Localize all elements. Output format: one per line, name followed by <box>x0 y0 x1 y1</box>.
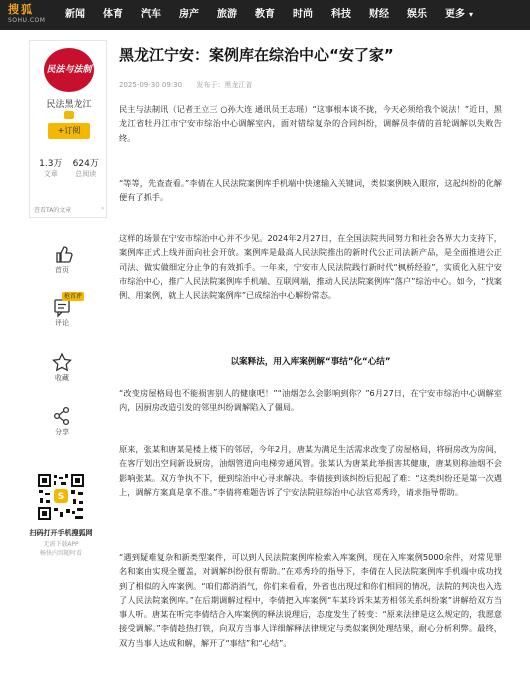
chevron-down-icon: ▾ <box>469 10 474 19</box>
home-label: 首页 <box>55 266 69 274</box>
article-paragraph-5: 原来，张某和唐某是楼上楼下的邻居，今年2月，唐某为满足生活需求改变了房屋格局，将厨房改为房间，在客厅划出空间新设厨房，油烟管道向电梯旁通风管。张某认为唐某此举损害其健康，唐某则称油烟不会影响张某。双方争执不下，便到综治中心寻求解决。李倩接到该纠纷后犯起了难：“这类纠纷还是第一次遇上，调解方案真是拿不准。”李倩将难题告诉了宁安法院驻综治中心法官邓秀玲，请求指导帮助。 <box>119 444 502 497</box>
publish-date: 2025-09-30 09:30 <box>119 81 183 89</box>
chevron-right-icon: › <box>101 205 104 212</box>
qr-caption: 扫码打开手机搜狐网 <box>29 529 93 537</box>
share-label: 分享 <box>55 428 69 436</box>
author-link-text: 查看TA的文章 <box>34 207 72 214</box>
share-action[interactable] <box>40 405 84 437</box>
logo-subtext: SOHU.COM <box>8 17 46 24</box>
nav-item-news[interactable]: 新闻 <box>65 9 85 20</box>
nav-item-realestate[interactable]: 房产 <box>179 9 199 20</box>
qr-sub-line-2: 畅快内容随时看 <box>39 550 82 557</box>
qr-subcaption <box>20 540 102 558</box>
comment-action[interactable] <box>40 293 84 328</box>
qr-code-icon <box>37 473 85 521</box>
avatar-text: 民法与法制 <box>46 65 92 75</box>
article-paragraph-4: “改变房屋格局也不能损害别人的健康吧！”“油烟怎么会影响到你？”6月27日，在宁安市综治中心调解室内，因厨房改造引发的邻里纠纷调解陷入了僵局。 <box>119 388 502 413</box>
article-paragraph-1: 民主与法制讯（记者王立三 ○孙大连 通讯员王志瑶）“这事根本谈不拢，今天必须给我个说法！”近日，黑龙江省牡丹江市宁安市综治中心调解室内，面对错综复杂的合同纠纷，调解员李倩的首轮调解以失败告终。 <box>119 104 502 143</box>
article-title: 黑龙江宁安：案例库在综治中心“安了家” <box>119 46 394 64</box>
nav-item-tech[interactable]: 科技 <box>331 9 351 20</box>
views-label: 总阅读 <box>75 170 97 178</box>
home-action[interactable] <box>40 243 84 275</box>
stat-articles <box>39 156 62 179</box>
articles-label: 文章 <box>43 170 58 178</box>
top-nav-bar <box>0 0 530 30</box>
views-count: 624万 <box>72 159 99 169</box>
nav-item-auto[interactable]: 汽车 <box>141 9 161 20</box>
view-author-articles-link[interactable] <box>34 205 104 214</box>
star-icon <box>40 351 84 373</box>
qr-sub-line-1: 无需下载APP <box>43 541 79 548</box>
share-icon <box>40 405 84 427</box>
nav-item-education[interactable]: 教育 <box>255 9 275 20</box>
svg-text:S: S <box>57 492 65 502</box>
comment-label: 评论 <box>55 319 69 327</box>
author-name[interactable]: 民法黑龙江 <box>46 100 92 110</box>
nav-item-finance[interactable]: 财经 <box>369 9 389 20</box>
author-card <box>29 40 107 218</box>
thumbs-up-icon <box>40 243 84 265</box>
verified-badge-icon <box>64 111 74 119</box>
author-stats <box>34 156 104 179</box>
logo-text: 搜狐 <box>8 3 34 16</box>
favorite-label: 收藏 <box>55 374 69 382</box>
article-paragraph-6: “遇到疑难复杂和新类型案件，可以到人民法院案例库检索入库案例，现在入库案例5000余件，对常见罪名和案由实现全覆盖，对调解纠纷很有帮助。”在邓秀玲的指导下，李倩在人民法院案例库手机端中成功找到了相似的入库案例。“咱们都消消气，你们来看看，外省也出现过和你们相同的情况，法院的判决也入选了人民法院案例库。”在后期调解过程中，李倩把入库案例“车某玲诉朱某芳相邻关系纠纷案”讲解给双方当事人听。唐某在听完李倩结合入库案例的释法说理后，态度发生了转变：“原来法律是这么规定的，我愿意接受调解。”李倩趁热打铁，向双方当事人详细解释法律规定与类似案例处理结果，耐心分析利弊。最终，双方当事人达成和解，解开了“事结”和“心结”。 <box>119 552 502 648</box>
articles-count: 1.3万 <box>39 159 63 169</box>
article-paragraph-2: “等等，先查查看。”李倩在人民法院案例库手机端中快速输入关键词，类似案例映入眼帘，这起纠纷的化解便有了抓手。 <box>119 178 502 203</box>
stat-views <box>73 156 99 179</box>
article-meta <box>119 80 264 90</box>
nav-item-more[interactable]: 更多 <box>445 9 465 20</box>
avatar[interactable] <box>44 48 94 92</box>
channel-nav <box>56 0 473 30</box>
publish-source: 发布于：黑龙江省 <box>196 81 253 89</box>
favorite-action[interactable] <box>40 351 84 383</box>
subscribe-button[interactable]: +订阅 <box>48 123 90 139</box>
nav-item-fashion[interactable]: 时尚 <box>293 9 313 20</box>
sohu-logo[interactable] <box>8 3 46 27</box>
nav-item-travel[interactable]: 旅游 <box>217 9 237 20</box>
article-subheading: 以案释法，用入库案例解“事结”化“心结” <box>230 357 391 367</box>
nav-item-sports[interactable]: 体育 <box>103 9 123 20</box>
nav-item-entertainment[interactable]: 娱乐 <box>407 9 427 20</box>
article-paragraph-3: 这样的场景在宁安市综治中心并不少见。2024年2月27日，在全国法院共同努力和社会各界大力支持下，案例库正式上线并面向社会开放。案例库是最高人民法院推出的新时代公正司法新产品，是全面推进公正司法、做实做细定分止争的有效抓手。一年来，宁安市人民法院践行新时代“枫桥经验”，实质化入驻宁安市综治中心，推广人民法院案例库手机端、互联网端，推动人民法院案例库“落户”综治中心。如今，“找案例、用案例，就上人民法院案例库”已成综治中心解纷常态。 <box>119 233 502 301</box>
comment-badge: 抢首评 <box>64 293 83 300</box>
